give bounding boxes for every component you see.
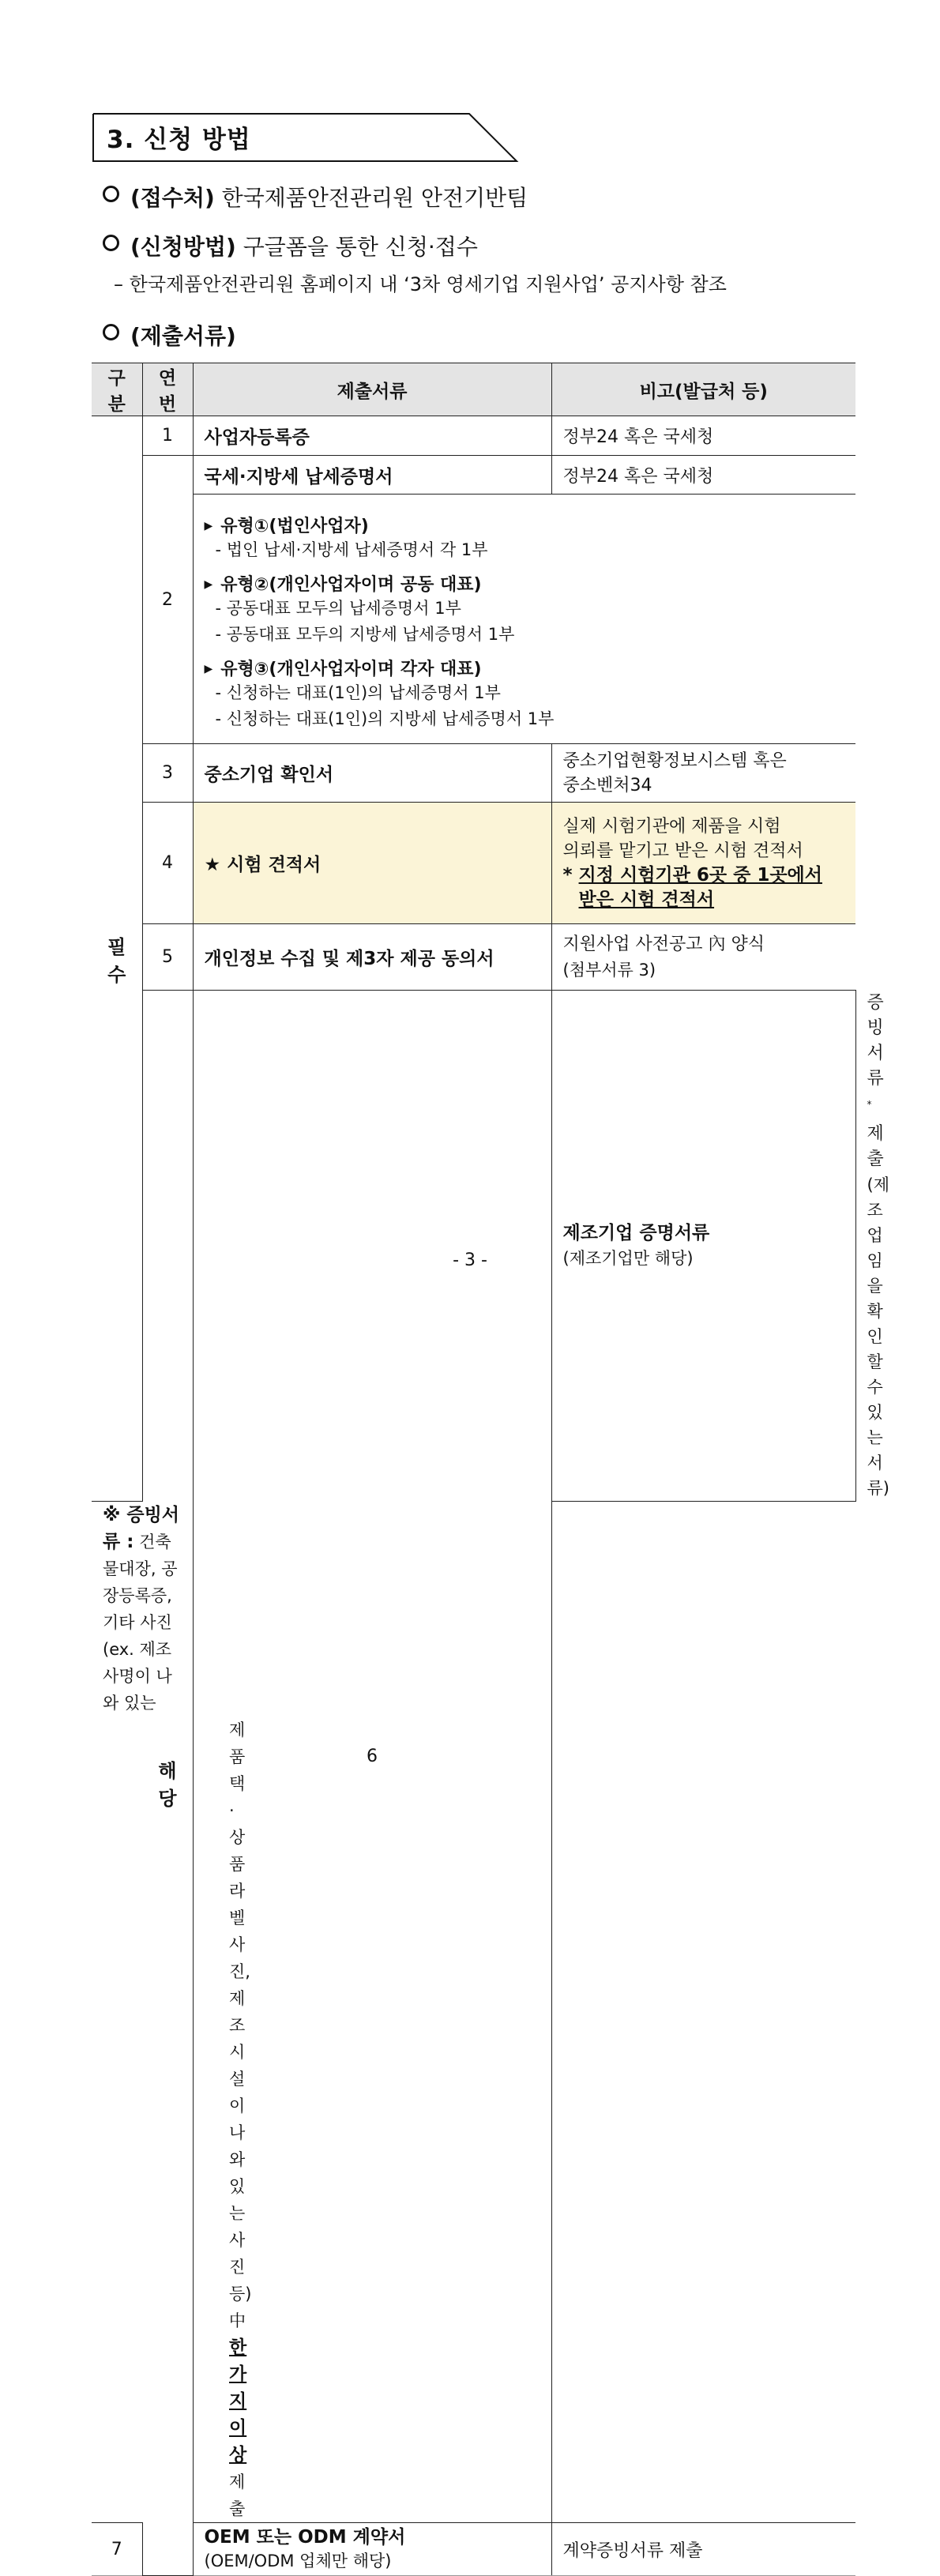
document-name: 제조기업 증명서류 (제조기업만 해당) (551, 991, 855, 1502)
row-number: 6 (193, 991, 551, 2523)
documents-table (92, 363, 889, 2576)
tax-types-cell (193, 495, 855, 744)
table-row (92, 495, 855, 744)
table-header-row (92, 363, 855, 416)
reception-line (103, 181, 528, 212)
type-2-line: - 공동대표 모두의 지방세 납세증명서 1부 (215, 624, 515, 644)
type-3-line: - 신청하는 대표(1인)의 납세증명서 1부 (215, 683, 501, 702)
page-number: - 3 - (453, 1250, 487, 1270)
row-number: 3 (142, 744, 193, 803)
table-row (92, 803, 855, 924)
header-remarks: 비고(발급처 등) (551, 363, 855, 416)
row-number: 2 (142, 456, 193, 744)
row-number: 5 (142, 924, 193, 991)
category-required: 필수 (92, 416, 142, 1502)
row-number: 1 (142, 416, 193, 456)
category-applicable: 해당 (142, 991, 193, 2576)
row-number: 4 (142, 803, 193, 924)
method-label: (신청방법) (130, 234, 236, 260)
emphasis-text: 지정 시험기관 6곳 중 1곳에서 (578, 864, 822, 886)
document-name: 중소기업 확인서 (193, 744, 551, 803)
evidence-label: ※ 증빙서류 : (103, 1505, 180, 1553)
document-remarks: 중소기업현황정보시스템 혹은 중소벤처34 (551, 744, 855, 803)
documents-line (103, 319, 236, 351)
type-3-line: - 신청하는 대표(1인)의 지방세 납세증명서 1부 (215, 709, 555, 728)
header-category: 구분 (92, 363, 142, 416)
table-row (92, 416, 855, 456)
document-name: 사업자등록증 (193, 416, 551, 456)
circle-bullet-icon (103, 186, 119, 202)
triangle-bullet-icon: ▶ (204, 577, 213, 591)
page-title: 3. 신청 방법 (107, 126, 251, 154)
method-text: 구글폼을 통한 신청·접수 (243, 234, 478, 260)
document-name: 국세·지방세 납세증명서 (193, 456, 551, 495)
documents-label: (제출서류) (130, 323, 236, 349)
row-number: 7 (92, 2523, 142, 2576)
method-line (103, 230, 478, 261)
document-remarks: 지원사업 사전공고 內 양식 (첨부서류 3) (551, 924, 855, 991)
evidence-cell: ※ 증빙서류 : 건축물대장, 공장등록증, 기타 사진(ex. 제조사명이 나와 있는 제품택·상품 라벨 사진, 제조시설이 나와 있는 사진 등) 中 한 가지 이상 제출 (92, 1502, 193, 2523)
table-row: 해당 6 제조기업 증명서류 (제조기업만 해당) 증빙서류* 제출 (제조업임을 확인할 수 있는 서류) (92, 991, 855, 1502)
reception-label: (접수처) (130, 185, 215, 211)
type-3: ▶ 유형③(개인사업자이며 각자 대표) (204, 659, 482, 679)
triangle-bullet-icon: ▶ (204, 662, 213, 675)
document-remarks: 실제 시험기관에 제품을 시험 의뢰를 맡기고 받은 시험 견적서 * 지정 시험기관 6곳 중 1곳에서 받은 시험 견적서 (551, 803, 855, 924)
header-document: 제출서류 (193, 363, 551, 416)
header-number: 연번 (142, 363, 193, 416)
triangle-bullet-icon: ▶ (204, 519, 213, 532)
table-row (92, 2523, 855, 2576)
circle-bullet-icon (103, 324, 119, 340)
table-row (92, 744, 855, 803)
document-remarks: 정부24 혹은 국세청 (551, 456, 855, 495)
document-remarks: 계약증빙서류 제출 (551, 2523, 855, 2576)
type-1-line: - 법인 납세·지방세 납세증명서 각 1부 (215, 540, 488, 559)
reception-text: 한국제품안전관리원 안전기반팀 (221, 185, 528, 211)
document-name: ★ 시험 견적서 (193, 803, 551, 924)
type-1: ▶ 유형①(법인사업자) (204, 516, 369, 536)
method-note: – 한국제품안전관리원 홈페이지 내 ‘3차 영세기업 지원사업’ 공지사항 참조 (114, 273, 727, 295)
type-2: ▶ 유형②(개인사업자이며 공동 대표) (204, 574, 482, 595)
document-remarks: 정부24 혹은 국세청 (551, 416, 855, 456)
section-heading (92, 113, 519, 162)
emphasis-text: 한 가지 이상 (229, 2337, 247, 2466)
document-name: 개인정보 수집 및 제3자 제공 동의서 (193, 924, 551, 991)
type-2-line: - 공동대표 모두의 납세증명서 1부 (215, 598, 461, 618)
table-row (92, 456, 855, 495)
emphasis-text: 받은 시험 견적서 (578, 889, 715, 910)
document-name: OEM 또는 ODM 계약서 (OEM/ODM 업체만 해당) (193, 2523, 551, 2576)
circle-bullet-icon (103, 235, 119, 251)
table-row (92, 924, 855, 991)
